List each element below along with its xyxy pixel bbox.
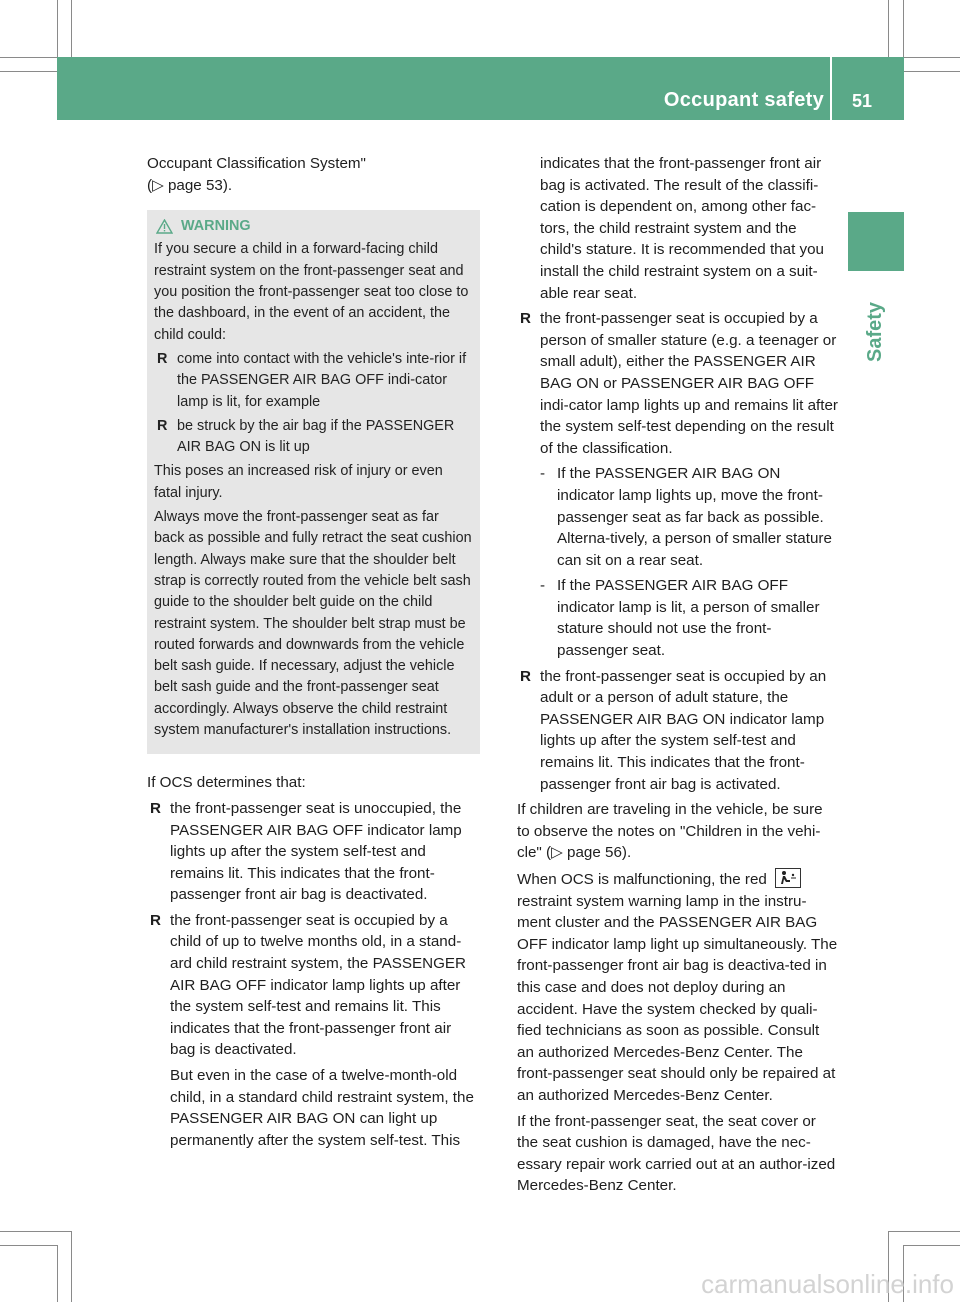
- crop-mark: [0, 1231, 71, 1232]
- list-item: R the front-passenger seat is occupied by a child of up to twelve months old, in a stand-ard child restraint system, the PASSENGER AIR BAG OFF indicator lamp lights up after the system self-test and remains lit. This indicates that the front-passenger front air bag is deactivated.: [150, 911, 466, 1059]
- crop-mark: [888, 0, 889, 57]
- page-ref-arrow-icon: ▷: [551, 844, 563, 862]
- crop-mark: [903, 0, 904, 57]
- crop-mark: [904, 71, 960, 72]
- side-tab-marker: [848, 212, 904, 271]
- list-item-continuation: But even in the case of a twelve-month-old child, in a standard child restraint system, the PASSENGER AIR BAG ON can light up permanently after the system self-test. This: [170, 1067, 474, 1149]
- crop-mark: [57, 1245, 58, 1302]
- page-reference[interactable]: (▷ page 53).: [147, 176, 233, 194]
- side-tab-label: Safety: [864, 301, 886, 362]
- warning-heading: WARNING: [154, 216, 473, 237]
- sub-list-item: - If the PASSENGER AIR BAG ON indicator lamp lights up, move the front-passenger seat as far back as possible. Alterna-tively, a person of smaller stature can sit on a rear seat.: [540, 465, 832, 569]
- sub-list-item: - If the PASSENGER AIR BAG OFF indicator lamp is lit, a person of smaller stature should not use the front-passenger seat.: [540, 577, 820, 660]
- list-item: R the front-passenger seat is occupied by a person of smaller stature (e.g. a teenager or small adult), either the PASSENGER AIR BAG ON or PASSENGER AIR BAG OFF indi-cator lamp lights up and remains lit after the system self-test depending on the result of the classification.: [520, 310, 838, 457]
- crop-mark: [904, 1245, 960, 1246]
- warning-bullet: R come into contact with the vehicle's inte-rior if the PASSENGER AIR BAG OFF indi-cator lamp is lit, for example: [157, 350, 467, 410]
- list-item: R the front-passenger seat is occupied by an adult or a person of adult stature, the PASSENGER AIR BAG ON indicator lamp lights up after the system self-test and remains lit. This indicates that the front-passenger front air bag is activated.: [520, 667, 827, 793]
- ocs-intro: If OCS determines that:: [147, 774, 306, 792]
- crop-mark: [57, 0, 58, 57]
- children-note: If children are traveling in the vehicle, be sure to observe the notes on "Children in the vehi-cle" (▷ page 56).: [517, 801, 823, 862]
- watermark: carmanualsonline.info: [701, 1269, 954, 1299]
- crop-mark: [71, 0, 72, 57]
- warning-triangle-icon: [156, 219, 173, 234]
- list-item: R the front-passenger seat is unoccupied, the PASSENGER AIR BAG OFF indicator lamp lights up after the system self-test and remains lit. This indicates that the front-passenger front air bag is deactivated.: [150, 799, 462, 904]
- left-column: [147, 153, 480, 1155]
- crop-mark: [888, 1231, 960, 1232]
- crop-mark: [0, 57, 57, 58]
- crop-mark: [71, 1231, 72, 1302]
- header-divider: [830, 57, 832, 120]
- crop-mark: [0, 1245, 57, 1246]
- crop-mark: [904, 57, 960, 58]
- warning-box: [147, 210, 480, 754]
- warning-text: This poses an increased risk of injury or even fatal injury.: [154, 463, 443, 501]
- warning-text: Always move the front-passenger seat as far back as possible and fully retract the seat cushion length. Always make sure that the shoulder belt strap is correctly routed from the vehicle belt sash guide to the shoulder belt guide on the child restraint system. The shoulder belt strap must be routed forwards and downwards from the vehicle belt sash guide. If necessary, adjust the vehicle belt sash guide and the front-passenger seat accordingly. Always observe the child restraint system manufacturer's installation instructions.: [154, 509, 472, 739]
- damaged-note: If the front-passenger seat, the seat cover or the seat cushion is damaged, have the nec-essary repair work carried out at an author-ized Mercedes-Benz Center.: [517, 1112, 836, 1195]
- warning-bullet: R be struck by the air bag if the PASSENGER AIR BAG ON is lit up: [157, 417, 455, 456]
- crop-mark: [0, 71, 57, 72]
- section-title: Occupant safety: [663, 89, 824, 111]
- intro-line: Occupant Classification System" (▷ page 53).: [147, 155, 366, 194]
- page-ref-arrow-icon: ▷: [152, 176, 164, 194]
- page-header: [57, 57, 904, 120]
- warning-text: If you secure a child in a forward-facing child restraint system on the front-passenger seat and you position the front-passenger seat too close to the dashboard, in the event of an accident, the child could:: [154, 241, 469, 343]
- restraint-system-warning-lamp-icon: [775, 868, 801, 888]
- malfunction-note: When OCS is malfunctioning, the red restraint system warning lamp in the instru-ment cluster and the PASSENGER AIR BAG OFF indicator lamp light up simultaneously. The front-passenger front air bag is deactiva-ted in this case and does not deploy during an accident. Have the system checked by quali-fied technicians as soon as possible. Consult an authorized Mercedes-Benz Center. The front-passenger seat should only be repaired at an authorized Mercedes-Benz Center.: [517, 868, 839, 1107]
- page-number: 51: [851, 91, 872, 111]
- right-column: [517, 153, 839, 1201]
- page-reference[interactable]: ▷ page 56).: [551, 844, 632, 862]
- list-item-continuation: indicates that the front-passenger front air bag is activated. The result of the classifi-cation is dependent on, among other fac-tors, the child restraint system and the child's stature. It is recommended that you install the child restraint system on a suit-able rear seat.: [540, 155, 825, 302]
